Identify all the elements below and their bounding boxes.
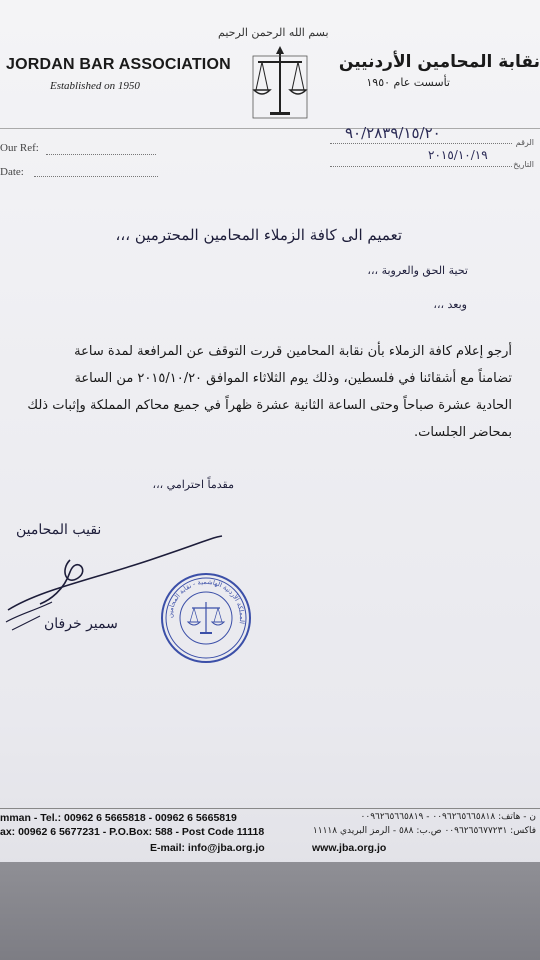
ref-label-ar: الرقم — [515, 138, 534, 147]
stamp-text: المملكة الأردنية الهاشمية - نقابة المحامين — [165, 577, 247, 625]
org-name-ar: نقابة المحامين الأردنيين — [338, 52, 540, 72]
date-ar-dotline — [330, 166, 512, 167]
established-ar: تأسست عام ١٩٥٠ — [366, 76, 450, 89]
ref-number: ٩٠/٢٨٣٩/١٥/٢٠ — [345, 124, 441, 142]
org-name-en: JORDAN BAR ASSOCIATION — [6, 56, 231, 73]
footer-fax-en: ax: 00962 6 5677231 - P.O.Box: 588 - Post Code 11118 — [0, 826, 265, 838]
footer-email: E-mail: info@jba.org.jo — [150, 842, 265, 854]
signatory-name: سمير خرفان — [44, 616, 118, 632]
body-line-4: بمحاضر الجلسات. — [413, 425, 512, 440]
ref-ar-dotline — [330, 143, 512, 144]
ref-dotline — [46, 154, 156, 155]
signatory-title: نقيب المحامين — [16, 522, 102, 538]
letter-greeting: تحية الحق والعروبة ،،، — [367, 264, 468, 277]
desk-background — [0, 862, 540, 960]
ref-label: Our Ref: — [0, 142, 39, 154]
letter-after: وبعد ،،، — [433, 298, 467, 311]
official-stamp-icon — [160, 572, 252, 664]
header-divider — [0, 128, 540, 129]
established-en: Established on 1950 — [50, 80, 140, 92]
body-line-2: تضامناً مع أشقائنا في فلسطين، وذلك يوم الثلاثاء الموافق ٢٠١٥/١٠/٢٠ من الساعة — [74, 371, 512, 386]
letter-date: ٢٠١٥/١٠/١٩ — [428, 148, 488, 162]
footer-divider — [0, 808, 540, 809]
footer-website: www.jba.org.jo — [312, 842, 387, 854]
bismillah: بسم الله الرحمن الرحيم — [218, 26, 329, 39]
date-label-ar: التاريخ — [513, 160, 534, 169]
scales-of-justice-logo-icon — [250, 42, 310, 122]
letter-closing: مقدماً احترامي ،،، — [152, 478, 234, 491]
footer-fax-ar: فاكس: ٠٠٩٦٢٦٥٦٧٧٢٣١ ص.ب: ٥٨٨ - الرمز البريدي ١١١١٨ — [312, 826, 536, 836]
footer-phone-en: mman - Tel.: 00962 6 5665818 - 00962 6 5665819 — [0, 812, 237, 824]
date-label: Date: — [0, 166, 24, 178]
footer-phone-ar: ن - هاتف: ٠٠٩٦٢٦٥٦٦٥٨١٨ - ٠٠٩٦٢٦٥٦٦٥٨١٩ — [360, 812, 536, 822]
body-line-3: الحادية عشرة صباحاً وحتى الساعة الثانية عشرة ظهراً في جميع محاكم المملكة وإثبات ذلك — [27, 398, 512, 413]
body-line-1: أرجو إعلام كافة الزملاء بأن نقابة المحامين قررت التوقف عن المرافعة لمدة ساعة — [74, 344, 512, 359]
date-dotline — [34, 176, 158, 177]
letter-title: تعميم الى كافة الزملاء المحامين المحترمين ،،، — [115, 226, 402, 244]
